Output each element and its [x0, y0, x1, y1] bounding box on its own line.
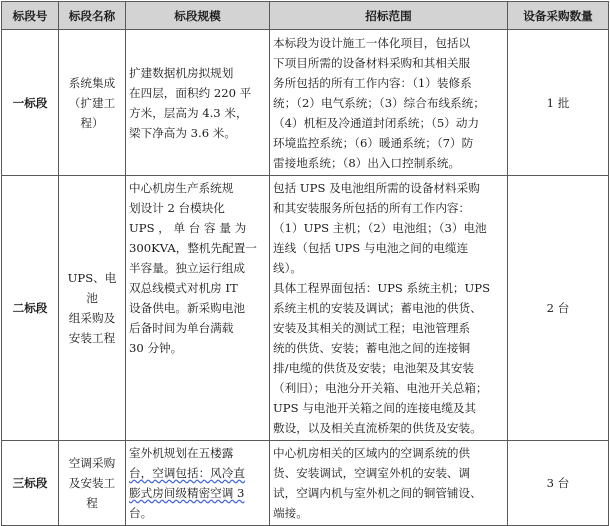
section-scale: 室外机规划在五楼露 台，空调包括：风冷直 膨式房间级精密空调 3 台。 — [126, 441, 270, 526]
equipment-qty: 3 台 — [508, 441, 609, 526]
table-row — [2, 30, 609, 176]
section-name: 系统集成 （扩建工 程） — [59, 30, 126, 176]
bid-section-table — [1, 1, 609, 526]
bid-scope: 中心机房相关的区域内的空调系统的供 货、安装调试，空调室外机的安装、调 试，空调内机与室外机之间的铜管铺设、 端接。 — [270, 441, 508, 526]
header-section-scale: 标段规模 — [126, 2, 270, 30]
header-section-no: 标段号 — [2, 2, 59, 30]
section-no: 二标段 — [2, 176, 59, 441]
header-section-name: 标段名称 — [59, 2, 126, 30]
table-header-row — [2, 2, 609, 30]
equipment-qty: 1 批 — [508, 30, 609, 176]
bid-scope: 包括 UPS 及电池组所需的设备材料采购 和其安装服务所包括的所有工作内容： （1）UPS 主机；（2）电池组；（3）电池 连线（包括 UPS 与电池之间的电缆连 线）。 具体工程界面包括：UPS 系统主机；UPS 系统主机的安装及调试；蓄电池的供货、 安装及其相关的测试工程；电池管理系 统的供货、安装；蓄电池之间的连接铜 排/电缆的供货及安装；电池架及其安装 （利旧）；电池分开关箱、电池开关总箱； UPS 与电池开关箱之间的连接电缆及其 敷设，以及相关直流桥架的供货及安装。 — [270, 176, 508, 441]
section-name: 空调采购 及安装工 程 — [59, 441, 126, 526]
section-no: 三标段 — [2, 441, 59, 526]
section-scale: 扩建数据机房拟规划 在四层，面积约 220 平 方米，层高为 4.3 米， 梁下净高为 3.6 米。 — [126, 30, 270, 176]
table-row — [2, 176, 609, 441]
section-scale: 中心机房生产系统规 划设计 2 台模块化 UPS ， 单 台 容 量 为 300KVA，整机先配置一 半容量。独立运行组成 双总线模式对机房 IT 设备供电。新采购电池 后备时间为单台满载 30 分钟。 — [126, 176, 270, 441]
header-equipment-qty: 设备采购数量 — [508, 2, 609, 30]
bid-scope: 本标段为设计施工一体化项目，包括以 下项目所需的设备材料采购和其相关服 务所包括的所有工作内容：（1）装修系 统；（2）电气系统；（3）综合布线系统； （4）机柜及冷通道封闭系统；（5）动力 环境监控系统；（6）暖通系统；（7）防 雷接地系统；（8）出入口控制系统。 — [270, 30, 508, 176]
section-name: UPS、电池 组采购及 安装工程 — [59, 176, 126, 441]
header-bid-scope: 招标范围 — [270, 2, 508, 30]
equipment-qty: 2 台 — [508, 176, 609, 441]
table-row — [2, 441, 609, 526]
section-no: 一标段 — [2, 30, 59, 176]
